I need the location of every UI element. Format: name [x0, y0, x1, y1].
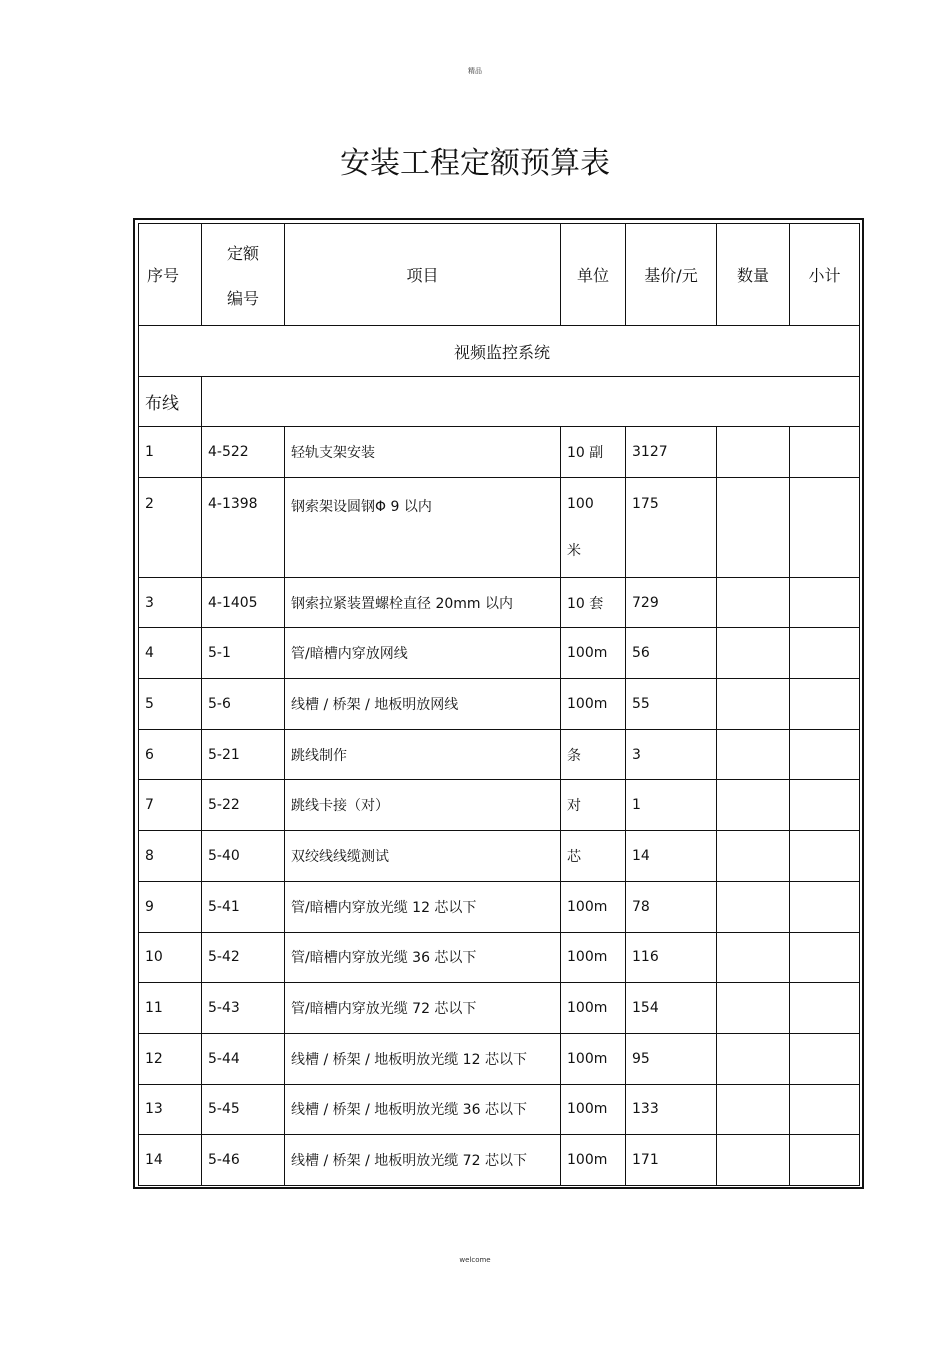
table-row: [139, 831, 860, 882]
cell-subtotal: [790, 1033, 860, 1084]
cell-seq: 7: [139, 780, 202, 831]
cell-unit: 对: [561, 780, 626, 831]
cell-item: 轻轨支架安装: [285, 427, 561, 478]
footer-watermark: welcome: [459, 1256, 491, 1264]
table-row: [139, 780, 860, 831]
group-row: [139, 377, 860, 427]
header-unit: 单位: [561, 224, 626, 326]
cell-subtotal: [790, 628, 860, 679]
cell-subtotal: [790, 831, 860, 882]
table-row: [139, 729, 860, 780]
table-row: [139, 1084, 860, 1135]
cell-code: 5-40: [202, 831, 285, 882]
cell-unit: 100m: [561, 983, 626, 1034]
cell-unit: 100m: [561, 628, 626, 679]
cell-code: 4-522: [202, 427, 285, 478]
cell-unit: 100m: [561, 1033, 626, 1084]
cell-unit-line2: 米: [567, 542, 581, 559]
cell-price: 3127: [626, 427, 717, 478]
cell-seq: 11: [139, 983, 202, 1034]
cell-item: 管/暗槽内穿放光缆 12 芯以下: [285, 881, 561, 932]
cell-code: 5-6: [202, 679, 285, 730]
table-row: [139, 477, 860, 577]
table-row: [139, 983, 860, 1034]
header-code-line2: 编号: [226, 288, 259, 308]
cell-price: 95: [626, 1033, 717, 1084]
table-row: [139, 679, 860, 730]
table-row: [139, 427, 860, 478]
cell-unit: 100m: [561, 679, 626, 730]
cell-subtotal: [790, 881, 860, 932]
cell-code: 5-42: [202, 932, 285, 983]
header-qty: 数量: [717, 224, 790, 326]
cell-unit: 100m: [561, 932, 626, 983]
cell-qty: [717, 729, 790, 780]
cell-seq: 12: [139, 1033, 202, 1084]
cell-unit-line1: 100: [567, 495, 594, 512]
cell-code: 5-41: [202, 881, 285, 932]
cell-seq: 3: [139, 577, 202, 628]
cell-qty: [717, 1135, 790, 1186]
cell-unit: 10 套: [561, 577, 626, 628]
cell-subtotal: [790, 477, 860, 577]
cell-qty: [717, 1033, 790, 1084]
cell-qty: [717, 427, 790, 478]
cell-item: 管/暗槽内穿放网线: [285, 628, 561, 679]
cell-code: 5-44: [202, 1033, 285, 1084]
cell-price: 3: [626, 729, 717, 780]
cell-item: 跳线卡接（对）: [285, 780, 561, 831]
budget-table: [138, 223, 860, 1186]
cell-item: 双绞线线缆测试: [285, 831, 561, 882]
cell-item: 跳线制作: [285, 729, 561, 780]
cell-seq: 10: [139, 932, 202, 983]
cell-qty: [717, 577, 790, 628]
cell-price: 56: [626, 628, 717, 679]
cell-item: 线槽 / 桥架 / 地板明放光缆 36 芯以下: [285, 1084, 561, 1135]
cell-subtotal: [790, 1084, 860, 1135]
cell-seq: 1: [139, 427, 202, 478]
cell-qty: [717, 780, 790, 831]
section-row: [139, 326, 860, 377]
section-title: 视频监控系统: [139, 326, 860, 377]
table-row: [139, 932, 860, 983]
cell-subtotal: [790, 679, 860, 730]
cell-seq: 5: [139, 679, 202, 730]
cell-unit: [561, 477, 626, 577]
cell-subtotal: [790, 427, 860, 478]
cell-item: 管/暗槽内穿放光缆 72 芯以下: [285, 983, 561, 1034]
table-row: [139, 1135, 860, 1186]
header-subtotal: 小计: [790, 224, 860, 326]
cell-price: 55: [626, 679, 717, 730]
cell-unit: 100m: [561, 881, 626, 932]
cell-qty: [717, 881, 790, 932]
cell-qty: [717, 983, 790, 1034]
cell-seq: 13: [139, 1084, 202, 1135]
cell-subtotal: [790, 577, 860, 628]
cell-unit: 芯: [561, 831, 626, 882]
header-seq: 序号: [139, 224, 202, 326]
cell-qty: [717, 1084, 790, 1135]
cell-code: 4-1405: [202, 577, 285, 628]
cell-seq: 4: [139, 628, 202, 679]
cell-price: 1: [626, 780, 717, 831]
cell-price: 133: [626, 1084, 717, 1135]
cell-seq: 2: [139, 477, 202, 577]
cell-item: 线槽 / 桥架 / 地板明放网线: [285, 679, 561, 730]
cell-code: 5-46: [202, 1135, 285, 1186]
cell-seq: 9: [139, 881, 202, 932]
cell-price: 171: [626, 1135, 717, 1186]
table-header-row: [139, 224, 860, 326]
cell-subtotal: [790, 780, 860, 831]
header-code: [202, 224, 285, 326]
cell-item: 线槽 / 桥架 / 地板明放光缆 12 芯以下: [285, 1033, 561, 1084]
cell-price: 78: [626, 881, 717, 932]
cell-seq: 14: [139, 1135, 202, 1186]
cell-subtotal: [790, 1135, 860, 1186]
group-empty-cell: [202, 377, 860, 427]
group-title: 布线: [139, 377, 202, 427]
cell-qty: [717, 932, 790, 983]
cell-seq: 8: [139, 831, 202, 882]
cell-code: 5-1: [202, 628, 285, 679]
cell-item: 钢索拉紧装置螺栓直径 20mm 以内: [285, 577, 561, 628]
cell-qty: [717, 679, 790, 730]
cell-price: 116: [626, 932, 717, 983]
table-row: [139, 628, 860, 679]
cell-item: 管/暗槽内穿放光缆 36 芯以下: [285, 932, 561, 983]
document-title: 安装工程定额预算表: [340, 146, 610, 181]
cell-qty: [717, 831, 790, 882]
table-row: [139, 577, 860, 628]
cell-qty: [717, 628, 790, 679]
cell-code: 5-21: [202, 729, 285, 780]
cell-unit: 100m: [561, 1084, 626, 1135]
cell-qty: [717, 477, 790, 577]
cell-price: 154: [626, 983, 717, 1034]
cell-code: 5-43: [202, 983, 285, 1034]
cell-subtotal: [790, 932, 860, 983]
cell-price: 14: [626, 831, 717, 882]
cell-seq: 6: [139, 729, 202, 780]
cell-code: 4-1398: [202, 477, 285, 577]
cell-code: 5-22: [202, 780, 285, 831]
header-item: 项目: [285, 224, 561, 326]
cell-code: 5-45: [202, 1084, 285, 1135]
header-code-line1: 定额: [226, 243, 259, 263]
cell-price: 729: [626, 577, 717, 628]
table-row: [139, 881, 860, 932]
cell-price: 175: [626, 477, 717, 577]
cell-item: 钢索架设圆钢Φ 9 以内: [285, 477, 561, 577]
cell-item: 线槽 / 桥架 / 地板明放光缆 72 芯以下: [285, 1135, 561, 1186]
header-price: 基价/元: [626, 224, 717, 326]
cell-subtotal: [790, 983, 860, 1034]
cell-subtotal: [790, 729, 860, 780]
cell-unit: 条: [561, 729, 626, 780]
cell-unit: 100m: [561, 1135, 626, 1186]
header-watermark: 精品: [468, 67, 482, 75]
cell-unit: 10 副: [561, 427, 626, 478]
table-row: [139, 1033, 860, 1084]
